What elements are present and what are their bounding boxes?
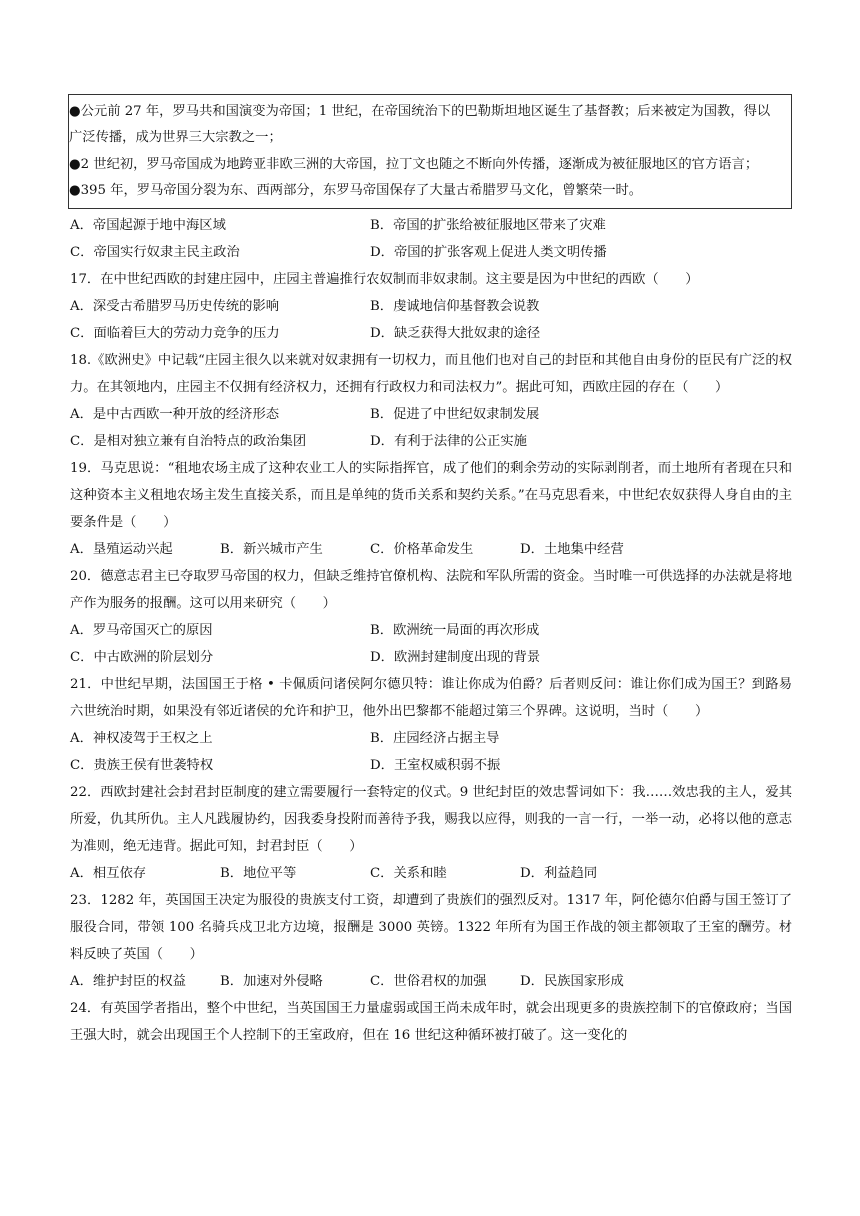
q17-option-c[interactable]: C．面临着巨大的劳动力竞争的压力 bbox=[70, 325, 280, 341]
material-box bbox=[68, 94, 792, 209]
q18-option-c[interactable]: C．是相对独立兼有自治特点的政治集团 bbox=[70, 433, 307, 449]
material-item-1: ●公元前 27 年，罗马共和国演变为帝国；1 世纪，在帝国统治下的巴勒斯坦地区诞生了基督教；后来被定为国教，得以广泛传播，成为世界三大宗教之一； bbox=[69, 104, 771, 146]
q17-options bbox=[70, 293, 792, 347]
q19-option-c[interactable]: C．价格革命发生 bbox=[370, 541, 474, 557]
q23-option-c[interactable]: C．世俗君权的加强 bbox=[370, 973, 487, 989]
q19-options bbox=[70, 536, 792, 563]
q17-option-d[interactable]: D．缺乏获得大批奴隶的途径 bbox=[370, 325, 541, 341]
q20-stem: 20．德意志君主已夺取罗马帝国的权力，但缺乏维持官僚机构、法院和军队所需的资金。当时唯一可供选择的办法就是将地产作为服务的报酬。这可以用来研究（ ） bbox=[70, 568, 792, 611]
q23-option-b[interactable]: B．加速对外侵略 bbox=[220, 973, 323, 989]
q20-options bbox=[70, 617, 792, 671]
q22-option-d[interactable]: D．利益趋同 bbox=[520, 865, 598, 881]
q16-options bbox=[70, 212, 792, 266]
q23-option-d[interactable]: D．民族国家形成 bbox=[520, 973, 624, 989]
q16-option-a[interactable]: A．帝国起源于地中海区域 bbox=[70, 217, 226, 233]
q19-option-b[interactable]: B．新兴城市产生 bbox=[220, 541, 323, 557]
q23-option-a[interactable]: A．维护封臣的权益 bbox=[70, 973, 186, 989]
q21-option-a[interactable]: A．神权凌驾于王权之上 bbox=[70, 730, 213, 746]
q19-stem: 19．马克思说：“租地农场主成了这种农业工人的实际指挥官，成了他们的剩余劳动的实际剥削者，而土地所有者现在只和这种资本主义租地农场主发生直接关系，而且是单纯的货币关系和契约关系。”在马克思看来，中世纪农奴获得人身自由的主要条件是（ ） bbox=[70, 460, 792, 530]
q16-option-d[interactable]: D．帝国的扩张客观上促进人类文明传播 bbox=[370, 244, 607, 260]
q16-option-b[interactable]: B．帝国的扩张给被征服地区带来了灾难 bbox=[370, 217, 606, 233]
q21-option-b[interactable]: B．庄园经济占据主导 bbox=[370, 730, 500, 746]
q19-option-a[interactable]: A．垦殖运动兴起 bbox=[70, 541, 173, 557]
exam-page bbox=[70, 94, 792, 1049]
q23-stem: 23．1282 年，英国国王决定为服役的贵族支付工资，却遭到了贵族们的强烈反对。1317 年，阿伦德尔伯爵与国王签订了服役合同，带领 100 名骑兵戍卫北方边境，报酬是 3000 英镑。1322 年所有为国王作战的领主都领取了王室的酬劳。材料反映了英国（ ） bbox=[70, 892, 792, 962]
q21-options bbox=[70, 725, 792, 779]
q20-option-d[interactable]: D．欧洲封建制度出现的背景 bbox=[370, 649, 541, 665]
q24-stem: 24．有英国学者指出，整个中世纪，当英国国王力量虚弱或国王尚未成年时，就会出现更多的贵族控制下的官僚政府；当国王强大时，就会出现国王个人控制下的王室政府，但在 16 世纪这种循环被打破了。这一变化的 bbox=[70, 1000, 792, 1043]
material-item-2: ●2 世纪初，罗马帝国成为地跨亚非欧三洲的大帝国，拉丁文也随之不断向外传播，逐渐成为被征服地区的官方语言； bbox=[69, 156, 759, 172]
q22-option-a[interactable]: A．相互依存 bbox=[70, 865, 147, 881]
material-item-3: ●395 年，罗马帝国分裂为东、西两部分，东罗马帝国保存了大量古希腊罗马文化，曾繁荣一时。 bbox=[69, 183, 643, 199]
q20-option-c[interactable]: C．中古欧洲的阶层划分 bbox=[70, 649, 214, 665]
q19-option-d[interactable]: D．土地集中经营 bbox=[520, 541, 624, 557]
q17-option-b[interactable]: B．虔诚地信仰基督教会说教 bbox=[370, 298, 540, 314]
q17-stem: 17．在中世纪西欧的封建庄园中，庄园主普遍推行农奴制而非奴隶制。这主要是因为中世纪的西欧（ ） bbox=[70, 271, 699, 287]
q22-option-b[interactable]: B．地位平等 bbox=[220, 865, 297, 881]
q22-stem: 22．西欧封建社会封君封臣制度的建立需要履行一套特定的仪式。9 世纪封臣的效忠誓词如下：我……效忠我的主人，爱其所爱，仇其所仇。主人凡践履协约，因我委身投附而善待予我，赐我以应得，则我的一言一行，一举一动，必将以他的意志为准则，绝无违背。据此可知，封君封臣（ ） bbox=[70, 784, 792, 854]
q18-option-d[interactable]: D．有利于法律的公正实施 bbox=[370, 433, 527, 449]
q21-option-d[interactable]: D．王室权威积弱不振 bbox=[370, 757, 501, 773]
q18-option-a[interactable]: A．是中古西欧一种开放的经济形态 bbox=[70, 406, 280, 422]
q22-options bbox=[70, 860, 792, 887]
q21-stem: 21．中世纪早期，法国国王于格 • 卡佩质问诸侯阿尔德贝特：谁让你成为伯爵？后者则反问：谁让你们成为国王？到路易六世统治时期，如果没有邻近诸侯的允许和护卫，他外出巴黎都不能超过第三个界碑。这说明，当时（ ） bbox=[70, 676, 792, 719]
q20-option-a[interactable]: A．罗马帝国灭亡的原因 bbox=[70, 622, 213, 638]
q17-option-a[interactable]: A．深受古希腊罗马历史传统的影响 bbox=[70, 298, 280, 314]
q22-option-c[interactable]: C．关系和睦 bbox=[370, 865, 447, 881]
q20-option-b[interactable]: B．欧洲统一局面的再次形成 bbox=[370, 622, 540, 638]
q23-options bbox=[70, 968, 792, 995]
q18-option-b[interactable]: B．促进了中世纪奴隶制发展 bbox=[370, 406, 540, 422]
q18-stem: 18.《欧洲史》中记载“庄园主很久以来就对奴隶拥有一切权力，而且他们也对自己的封臣和其他自由身份的臣民有广泛的权力。在其领地内，庄园主不仅拥有经济权力，还拥有行政权力和司法权力”。据此可知，西欧庄园的存在（ ） bbox=[70, 352, 792, 395]
q21-option-c[interactable]: C．贵族王侯有世袭特权 bbox=[70, 757, 214, 773]
q16-option-c[interactable]: C．帝国实行奴隶主民主政治 bbox=[70, 244, 240, 260]
q18-options bbox=[70, 401, 792, 455]
